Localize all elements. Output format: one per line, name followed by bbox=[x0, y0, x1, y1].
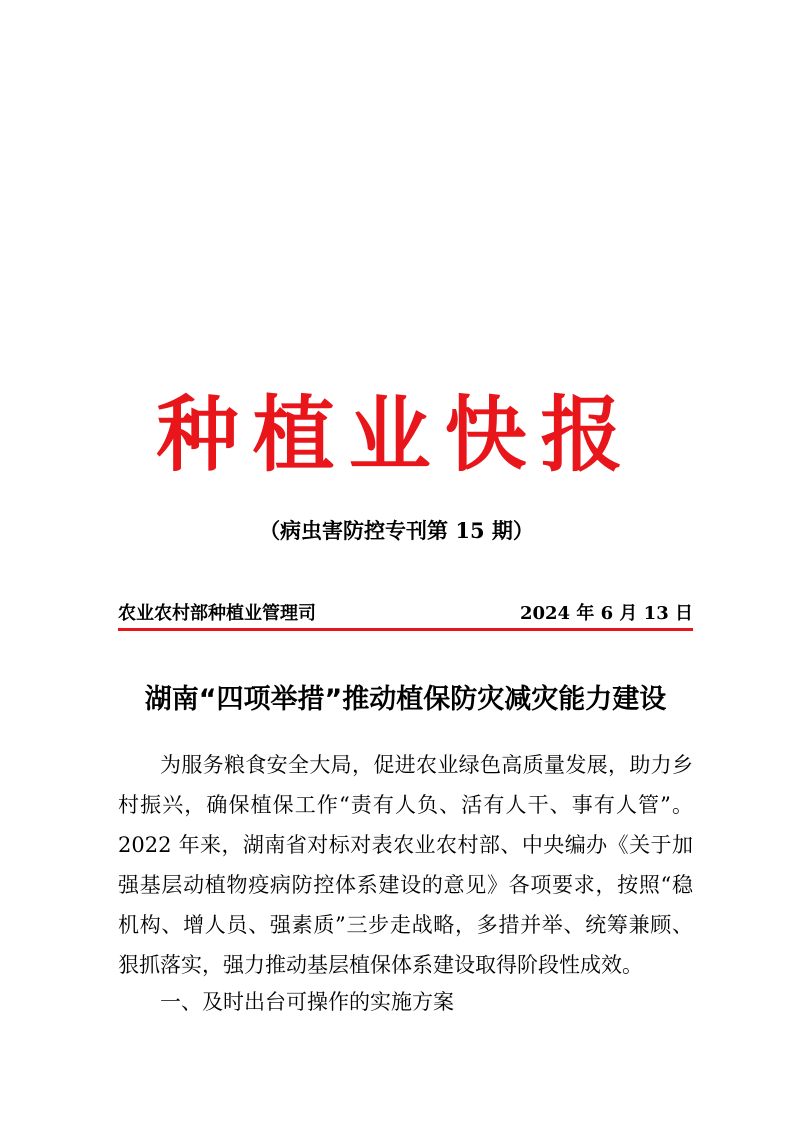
header-divider bbox=[118, 628, 693, 631]
publisher-name: 农业农村部种植业管理司 bbox=[118, 603, 316, 624]
masthead-title: 种植业快报 bbox=[156, 387, 637, 483]
publisher-row bbox=[118, 600, 693, 628]
article-title: 湖南“四项举措”推动植保防灾减灾能力建设 bbox=[144, 684, 667, 715]
issue-number: （病虫害防控专刊第 15 期） bbox=[259, 518, 534, 543]
article-paragraph: 为服务粮食安全大局，促进农业绿色高质量发展，助力乡村振兴，确保植保工作“责有人负、活有人干、事有人管”。2022 年来，湖南省对标对表农业农村部、中央编办《关于加强基层动植物疫病防控体系建设的意见》各项要求，按照“稳机构、增人员、强素质”三步走战略，多措并举、统筹兼顾、狠抓落实，强力推动基层植保体系建设取得阶段性成效。 bbox=[118, 753, 693, 977]
section-heading: 一、及时出台可操作的实施方案 bbox=[160, 990, 454, 1014]
publish-date: 2024 年 6 月 13 日 bbox=[519, 603, 693, 624]
